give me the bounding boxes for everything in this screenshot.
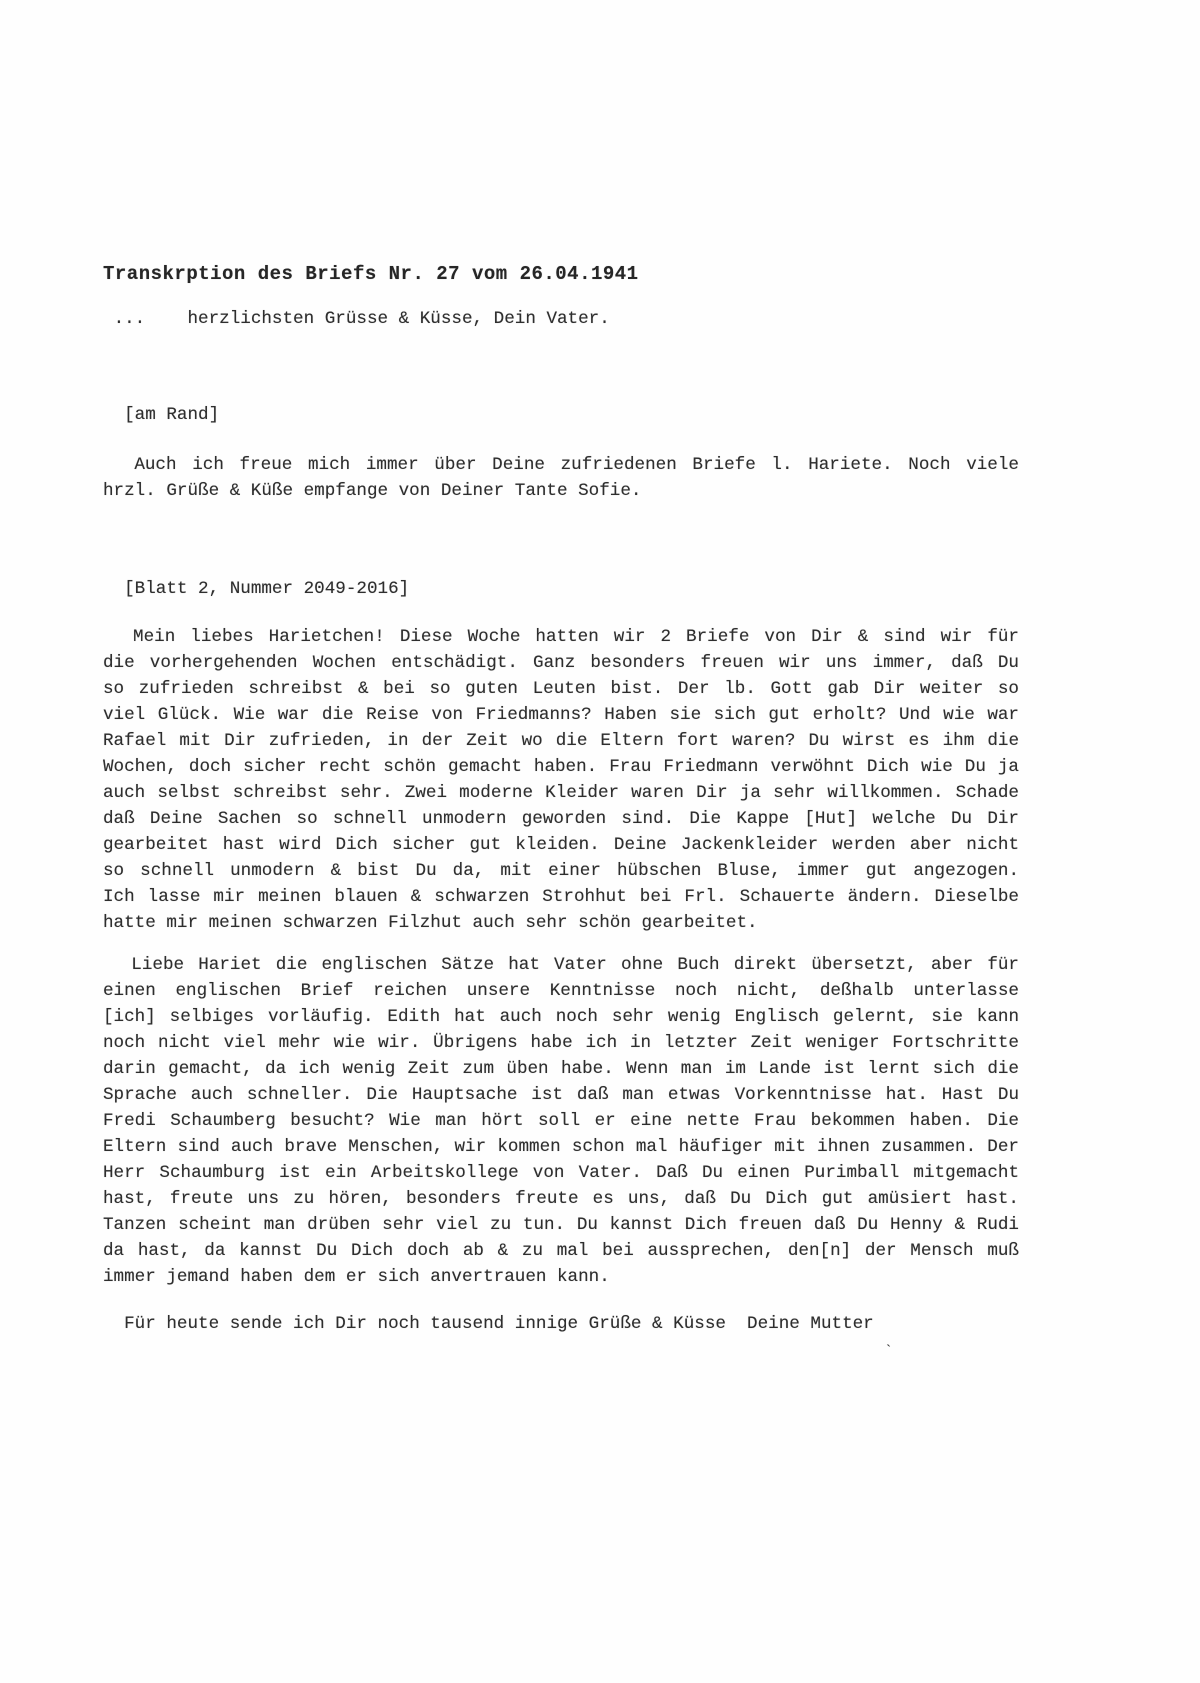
text-line: hrzl. Grüße & Küße empfange von Deiner Tante Sofie. xyxy=(103,481,642,501)
text-line: Wochen, doch sicher recht schön gemacht haben. Frau Friedmann verwöhnt Dich wie Du ja xyxy=(103,757,1019,777)
document-title: Transkrption des Briefs Nr. 27 vom 26.04.1941 xyxy=(103,263,639,285)
paragraph-1 xyxy=(103,624,1019,936)
text-line: immer jemand haben dem er sich anvertrauen kann. xyxy=(103,1267,610,1287)
text-line: so schnell unmodern & bist Du da, mit einer hübschen Bluse, immer gut angezogen. xyxy=(103,861,1019,881)
text-line: einen englischen Brief reichen unsere Kenntnisse noch nicht, deßhalb unterlasse xyxy=(103,981,1019,1001)
text-line: gearbeitet hast wird Dich sicher gut kleiden. Deine Jackenkleider werden aber nicht xyxy=(103,835,1019,855)
text-line: hatte mir meinen schwarzen Filzhut auch sehr schön gearbeitet. xyxy=(103,913,758,933)
text-line: da hast, da kannst Du Dich doch ab & zu mal bei aussprechen, den[n] der Mensch muß xyxy=(103,1241,1019,1261)
closing-line xyxy=(103,1311,1019,1337)
text-line: Mein liebes Harietchen! Diese Woche hatten wir 2 Briefe von Dir & sind wir für xyxy=(103,627,1019,647)
opening-fragment xyxy=(103,306,1019,332)
text-line: Ich lasse mir meinen blauen & schwarzen Strohhut bei Frl. Schauerte ändern. Dieselbe xyxy=(103,887,1019,907)
text-line: Rafael mit Dir zufrieden, in der Zeit wo die Eltern fort waren? Du wirst es ihm die xyxy=(103,731,1019,751)
text-line: noch nicht viel mehr wie wir. Übrigens habe ich in letzter Zeit weniger Fortschritte xyxy=(103,1033,1019,1053)
text-line: Für heute sende ich Dir noch tausend innige Grüße & Küsse Deine Mutter xyxy=(103,1314,874,1334)
text-line: ... herzlichsten Grüsse & Küsse, Dein Vater. xyxy=(103,309,610,329)
text-line: viel Glück. Wie war die Reise von Friedmanns? Haben sie sich gut erholt? Und wie war xyxy=(103,705,1019,725)
text-line: Liebe Hariet die englischen Sätze hat Vater ohne Buch direkt übersetzt, aber für xyxy=(103,955,1019,975)
text-line: [ich] selbiges vorläufig. Edith hat auch noch sehr wenig Englisch gelernt, sie kann xyxy=(103,1007,1019,1027)
text-line: daß Deine Sachen so schnell unmodern geworden sind. Die Kappe [Hut] welche Du Dir xyxy=(103,809,1019,829)
margin-note-label xyxy=(103,402,1019,428)
margin-note-text xyxy=(103,452,1019,504)
text-line: so zufrieden schreibst & bei so guten Leuten bist. Der lb. Gott gab Dir weiter so xyxy=(103,679,1019,699)
text-line: Eltern sind auch brave Menschen, wir kommen schon mal häufiger mit ihnen zusammen. Der xyxy=(103,1137,1019,1157)
stray-mark: ` xyxy=(884,1343,894,1360)
text-line: Sprache auch schneller. Die Hauptsache ist daß man etwas Vorkenntnisse hat. Hast Du xyxy=(103,1085,1019,1105)
text-line: Auch ich freue mich immer über Deine zufriedenen Briefe l. Hariete. Noch viele xyxy=(103,455,1019,475)
text-line: die vorhergehenden Wochen entschädigt. Ganz besonders freuen wir uns immer, daß Du xyxy=(103,653,1019,673)
text-line: Fredi Schaumberg besucht? Wie man hört soll er eine nette Frau bekommen haben. Die xyxy=(103,1111,1019,1131)
text-line: auch selbst schreibst sehr. Zwei moderne Kleider waren Dir ja sehr willkommen. Schade xyxy=(103,783,1019,803)
paragraph-2 xyxy=(103,952,1019,1290)
text-line: darin gemacht, da ich wenig Zeit zum üben habe. Wenn man im Lande ist lernt sich die xyxy=(103,1059,1019,1079)
text-line: Herr Schaumburg ist ein Arbeitskollege von Vater. Daß Du einen Purimball mitgemacht xyxy=(103,1163,1019,1183)
text-line: [Blatt 2, Nummer 2049-2016] xyxy=(103,579,410,599)
text-line: Tanzen scheint man drüben sehr viel zu tun. Du kannst Dich freuen daß Du Henny & Rudi xyxy=(103,1215,1019,1235)
text-line: [am Rand] xyxy=(103,405,220,425)
sheet-label xyxy=(103,576,1019,602)
text-line: hast, freute uns zu hören, besonders freute es uns, daß Du Dich gut amüsiert hast. xyxy=(103,1189,1019,1209)
